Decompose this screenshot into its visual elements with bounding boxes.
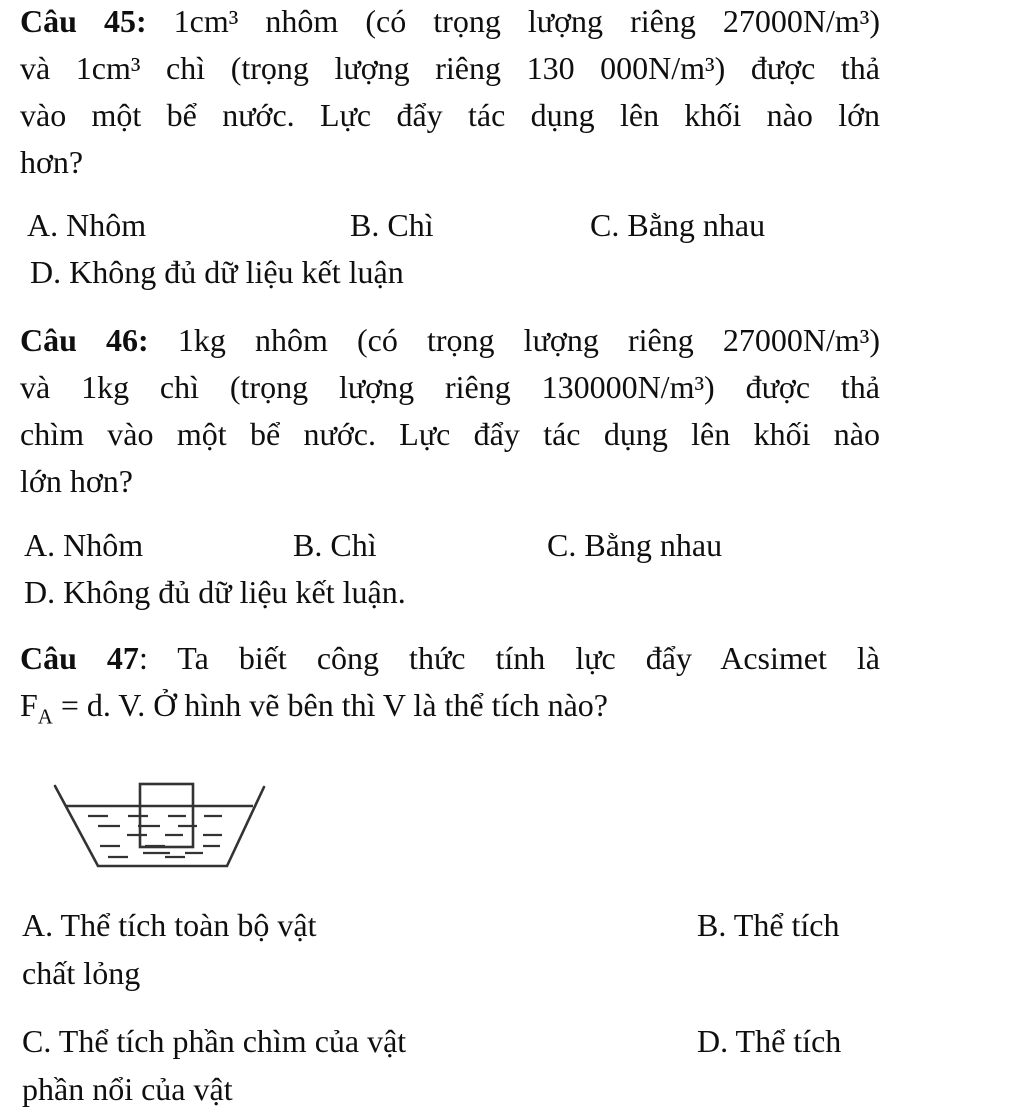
q47-label-colon: :: [138, 640, 148, 676]
q47-option-d: D. Thể tích: [697, 1023, 842, 1059]
q46-label: Câu 46:: [20, 322, 149, 358]
water-dashes: [88, 816, 222, 857]
q45-line-2: và 1cm³ chì (trọng lượng riêng 130 000N/m³) được thả: [20, 50, 880, 86]
q46-options-row-abc: [0, 522, 1024, 569]
q46-line-1-text: 1kg nhôm (có trọng lượng riêng 27000N/m³): [148, 322, 881, 358]
q47-line-1-text: Ta biết công thức tính lực đẩy Acsimet là: [147, 640, 881, 676]
q47-options-ab: [0, 902, 1024, 998]
q47-options-row-ab: [0, 902, 1024, 950]
q46-option-d: D. Không đủ dữ liệu kết luận.: [24, 574, 406, 610]
q47-option-a: A. Thể tích toàn bộ vật: [22, 907, 317, 943]
q45-line-1: [20, 0, 880, 45]
question-47-paragraph: [20, 635, 880, 729]
formula-subscript-a: A: [37, 705, 53, 729]
q45-options: [0, 202, 1024, 296]
q47-line-2-text: = d. V. Ở hình vẽ bên thì V là thể tích nào?: [52, 687, 608, 723]
q45-option-d: D. Không đủ dữ liệu kết luận: [30, 254, 404, 290]
q47-line-1: [20, 635, 880, 682]
q45-options-row-abc: [0, 202, 1024, 249]
q46-options: [0, 522, 1024, 616]
q46-line-3: chìm vào một bể nước. Lực đẩy tác dụng lên khối nào: [20, 416, 880, 452]
q47-option-c: C. Thể tích phần chìm của vật: [22, 1023, 407, 1059]
q47-option-b-continuation-row: [0, 950, 1024, 998]
q45-option-b: B. Chì: [350, 207, 434, 243]
q46-line-2: và 1kg chì (trọng lượng riêng 130000N/m³) được thả: [20, 369, 880, 405]
q46-line-1: [20, 317, 880, 364]
question-46-paragraph: [20, 317, 880, 505]
q45-label: Câu 45:: [20, 3, 147, 39]
q45-options-row-d: [0, 249, 1024, 296]
q45-line-1-text: 1cm³ nhôm (có trọng lượng riêng 27000N/m³): [146, 3, 881, 39]
q45-option-c: C. Bằng nhau: [590, 207, 766, 243]
q47-option-d-continuation-row: [0, 1066, 1024, 1114]
formula-f: F: [20, 687, 38, 723]
q46-options-row-d: [0, 569, 1024, 616]
q46-line-4: lớn hơn?: [20, 463, 133, 499]
q47-options-cd: [0, 1018, 1024, 1114]
q47-option-d-continuation: phần nổi của vật: [22, 1071, 233, 1107]
q47-option-b-continuation: chất lỏng: [22, 955, 141, 991]
floating-block-in-water-figure: [45, 776, 275, 876]
q45-line-3: vào một bể nước. Lực đẩy tác dụng lên khối nào lớn: [20, 97, 880, 133]
q46-option-c: C. Bằng nhau: [547, 527, 723, 563]
q45-option-a: A. Nhôm: [27, 207, 147, 243]
q46-option-b: B. Chì: [293, 527, 377, 563]
q47-options-row-cd: [0, 1018, 1024, 1066]
q47-line-2-formula: [20, 682, 880, 729]
q46-option-a: A. Nhôm: [24, 527, 144, 563]
q47-label: Câu 47: [20, 640, 139, 676]
q47-option-b: B. Thể tích: [697, 907, 840, 943]
question-45-paragraph: [20, 0, 880, 186]
q45-line-4: hơn?: [20, 144, 84, 180]
